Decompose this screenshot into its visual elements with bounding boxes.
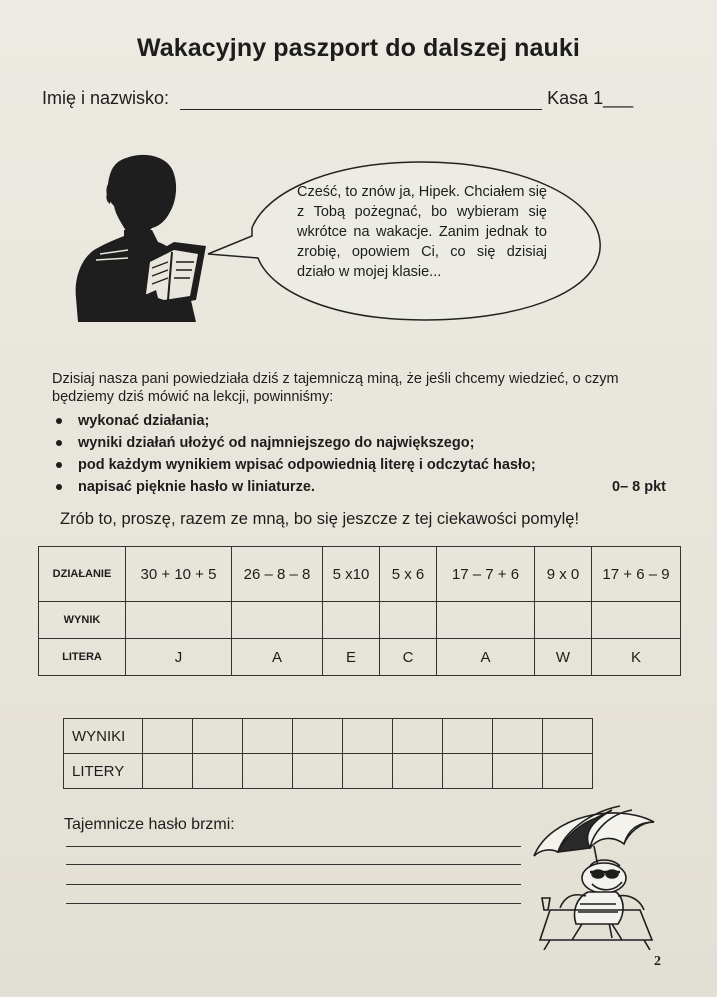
answer-input[interactable] [193, 719, 243, 754]
task-list [52, 410, 672, 498]
page-title: Wakacyjny paszport do dalszej nauki [137, 34, 580, 62]
letter-cell: E [323, 639, 380, 676]
writing-line[interactable] [66, 846, 521, 847]
operation-cell: 30 + 10 + 5 [126, 547, 232, 602]
table-row [39, 602, 681, 639]
answer-input[interactable] [343, 754, 393, 789]
answer-input[interactable] [393, 719, 443, 754]
result-input[interactable] [592, 602, 681, 639]
answer-input[interactable] [443, 719, 493, 754]
list-item: napisać pięknie hasło w liniaturze. 0– 8 pkt [52, 476, 672, 498]
answer-input[interactable] [143, 719, 193, 754]
bubble-text: Cześć, to znów ja, Hipek. Chciałem się z Tobą pożegnać, bo wybieram się wkrótce na wakacje. Zanim jednak to zrobię, opowiem Ci, co się dzisiaj działo w mojej klasie... [297, 184, 547, 280]
bullet-icon [56, 440, 62, 446]
beach-hippo-icon [520, 800, 670, 950]
answer-input[interactable] [493, 719, 543, 754]
points-label: 0– 8 pkt [612, 479, 666, 495]
answer-input[interactable] [293, 754, 343, 789]
letter-cell: K [592, 639, 681, 676]
page-number: 2 [654, 954, 661, 969]
answer-input[interactable] [343, 719, 393, 754]
row-header: DZIAŁANIE [39, 547, 126, 602]
list-item: pod każdym wynikiem wpisać odpowiednią literę i odczytać hasło; [52, 454, 672, 476]
letter-cell: J [126, 639, 232, 676]
letter-cell: A [437, 639, 535, 676]
operations-table [38, 546, 681, 676]
answer-table [63, 718, 593, 789]
answer-input[interactable] [393, 754, 443, 789]
answer-input[interactable] [443, 754, 493, 789]
answer-input[interactable] [293, 719, 343, 754]
table-row [39, 547, 681, 602]
letter-cell: C [380, 639, 437, 676]
bullet-icon [56, 462, 62, 468]
bullet-icon [56, 418, 62, 424]
result-input[interactable] [232, 602, 323, 639]
operation-cell: 17 – 7 + 6 [437, 547, 535, 602]
answer-input[interactable] [493, 754, 543, 789]
table-row [64, 719, 593, 754]
name-field[interactable] [180, 88, 542, 110]
row-header: LITERY [64, 754, 143, 789]
row-header: WYNIK [39, 602, 126, 639]
result-input[interactable] [535, 602, 592, 639]
operation-cell: 5 x 6 [380, 547, 437, 602]
operation-cell: 5 x10 [323, 547, 380, 602]
table-row [64, 754, 593, 789]
student-info [42, 88, 633, 110]
answer-input[interactable] [243, 754, 293, 789]
row-header: WYNIKI [64, 719, 143, 754]
answer-input[interactable] [143, 754, 193, 789]
secret-label: Tajemnicze hasło brzmi: [64, 816, 235, 833]
result-input[interactable] [126, 602, 232, 639]
request-text: Zrób to, proszę, razem ze mną, bo się jeszcze z tej ciekawości pomylę! [60, 510, 580, 528]
result-input[interactable] [437, 602, 535, 639]
letter-cell: A [232, 639, 323, 676]
bullet-icon [56, 484, 62, 490]
writing-line[interactable] [66, 884, 521, 885]
list-item: wyniki działań ułożyć od najmniejszego do największego; [52, 432, 672, 454]
answer-input[interactable] [543, 719, 593, 754]
result-input[interactable] [380, 602, 437, 639]
class-label: Kasa 1___ [547, 88, 634, 108]
intro-text: Dzisiaj nasza pani powiedziała dziś z tajemniczą miną, że jeśli chcemy wiedzieć, o czym będziemy dziś mówić na lekcji, powinniśmy: [52, 371, 619, 405]
operation-cell: 26 – 8 – 8 [232, 547, 323, 602]
answer-input[interactable] [243, 719, 293, 754]
answer-input[interactable] [193, 754, 243, 789]
writing-line[interactable] [66, 864, 521, 865]
list-item: wykonać działania; [52, 410, 672, 432]
operation-cell: 9 x 0 [535, 547, 592, 602]
operation-cell: 17 + 6 – 9 [592, 547, 681, 602]
writing-line[interactable] [66, 903, 521, 904]
table-row [39, 639, 681, 676]
answer-input[interactable] [543, 754, 593, 789]
boy-reading-icon [66, 150, 216, 328]
name-label: Imię i nazwisko: [42, 88, 170, 108]
result-input[interactable] [323, 602, 380, 639]
letter-cell: W [535, 639, 592, 676]
row-header: LITERA [39, 639, 126, 676]
